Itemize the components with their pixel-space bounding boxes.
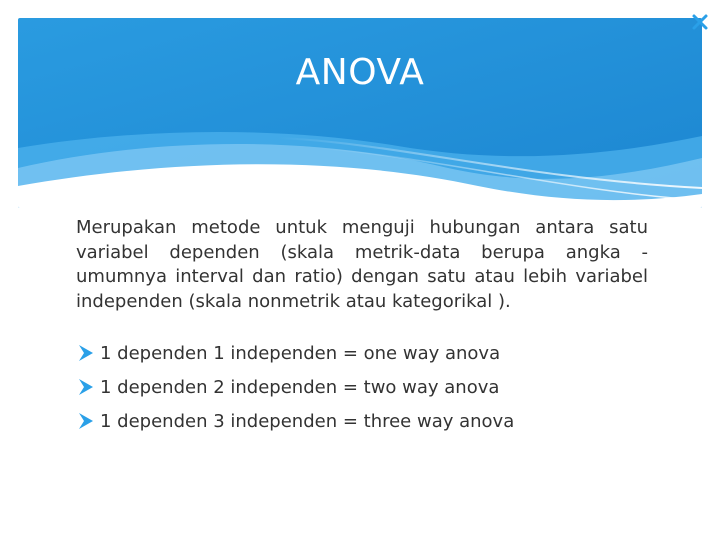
list-item [76,404,676,438]
close-icon[interactable] [686,8,714,36]
bullet-list [76,336,676,438]
slide-title: ANOVA [295,52,425,93]
list-item-text: 1 dependen 2 independen = two way anova [100,376,500,398]
list-item-text: 1 dependen 3 independen = three way anova [100,410,515,432]
arrow-bullet-icon [76,411,96,431]
arrow-bullet-icon [76,343,96,363]
header-background [18,18,702,208]
header-band [18,18,702,208]
list-item [76,336,676,370]
arrow-bullet-icon [76,377,96,397]
list-item [76,370,676,404]
paragraph: Merupakan metode untuk menguji hubungan antara satu variabel dependen (skala metrik-data berupa angka -umumnya interval dan ratio) dengan satu atau lebih variabel independen (skala nonmetrik atau kategorikal ). [76,217,648,312]
list-item-text: 1 dependen 1 independen = one way anova [100,342,501,364]
